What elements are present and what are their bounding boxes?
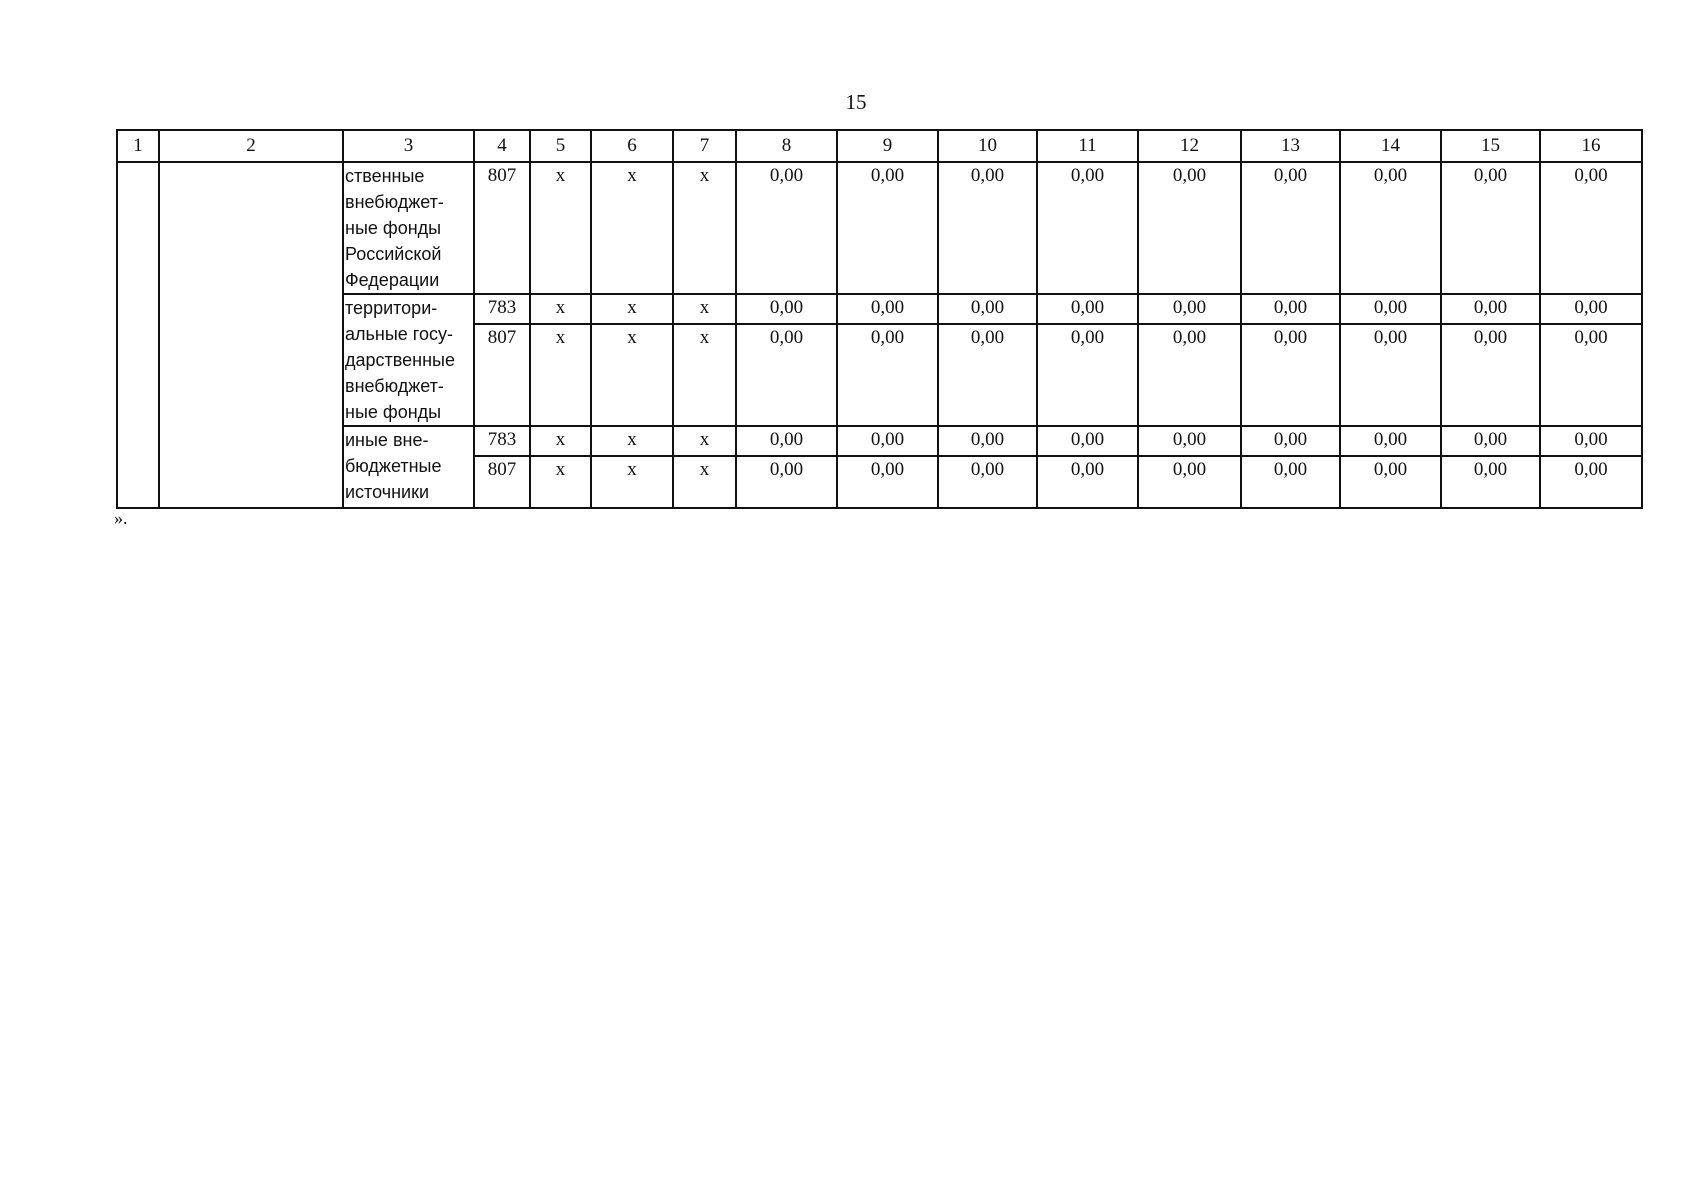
x-cell: x bbox=[673, 426, 736, 456]
value-cell: 0,00 bbox=[837, 426, 938, 456]
closing-quote-mark: ». bbox=[114, 508, 128, 528]
column-number: 7 bbox=[673, 130, 736, 162]
value-cell: 0,00 bbox=[1241, 162, 1340, 294]
table-row bbox=[117, 294, 1642, 324]
value-cell: 0,00 bbox=[938, 294, 1037, 324]
x-cell: x bbox=[530, 456, 591, 508]
value-cell: 0,00 bbox=[1037, 324, 1138, 426]
value-cell: 0,00 bbox=[1138, 426, 1241, 456]
x-cell: x bbox=[530, 426, 591, 456]
col1-cell bbox=[117, 162, 159, 508]
value-cell: 0,00 bbox=[736, 294, 837, 324]
x-cell: x bbox=[673, 456, 736, 508]
value-cell: 0,00 bbox=[1340, 456, 1441, 508]
column-number: 11 bbox=[1037, 130, 1138, 162]
value-cell: 0,00 bbox=[1540, 324, 1642, 426]
value-cell: 0,00 bbox=[1441, 324, 1540, 426]
value-cell: 0,00 bbox=[736, 162, 837, 294]
code-cell: 807 bbox=[474, 456, 530, 508]
row-description: территори- альные госу- дарственные внебюджет- ные фонды bbox=[343, 294, 474, 426]
value-cell: 0,00 bbox=[938, 456, 1037, 508]
value-cell: 0,00 bbox=[736, 324, 837, 426]
page-number: 15 bbox=[845, 90, 867, 114]
column-number: 14 bbox=[1340, 130, 1441, 162]
value-cell: 0,00 bbox=[837, 294, 938, 324]
column-number: 13 bbox=[1241, 130, 1340, 162]
value-cell: 0,00 bbox=[938, 324, 1037, 426]
table-row bbox=[117, 426, 1642, 456]
column-number: 10 bbox=[938, 130, 1037, 162]
column-number: 5 bbox=[530, 130, 591, 162]
x-cell: x bbox=[530, 162, 591, 294]
column-number: 1 bbox=[117, 130, 159, 162]
row-description: иные вне- бюджетные источники bbox=[343, 426, 474, 508]
value-cell: 0,00 bbox=[1241, 324, 1340, 426]
value-cell: 0,00 bbox=[736, 456, 837, 508]
budget-table bbox=[116, 129, 1643, 509]
x-cell: x bbox=[530, 294, 591, 324]
value-cell: 0,00 bbox=[1340, 426, 1441, 456]
x-cell: x bbox=[591, 162, 673, 294]
value-cell: 0,00 bbox=[837, 324, 938, 426]
x-cell: x bbox=[591, 426, 673, 456]
value-cell: 0,00 bbox=[837, 456, 938, 508]
value-cell: 0,00 bbox=[1037, 294, 1138, 324]
value-cell: 0,00 bbox=[1241, 294, 1340, 324]
column-number: 12 bbox=[1138, 130, 1241, 162]
x-cell: x bbox=[673, 324, 736, 426]
value-cell: 0,00 bbox=[1441, 426, 1540, 456]
value-cell: 0,00 bbox=[1138, 324, 1241, 426]
value-cell: 0,00 bbox=[1138, 162, 1241, 294]
value-cell: 0,00 bbox=[1138, 456, 1241, 508]
col2-cell bbox=[159, 162, 343, 508]
value-cell: 0,00 bbox=[1441, 162, 1540, 294]
column-number: 15 bbox=[1441, 130, 1540, 162]
code-cell: 783 bbox=[474, 294, 530, 324]
column-number: 4 bbox=[474, 130, 530, 162]
value-cell: 0,00 bbox=[1241, 426, 1340, 456]
value-cell: 0,00 bbox=[1340, 162, 1441, 294]
table-row bbox=[117, 162, 1642, 294]
x-cell: x bbox=[673, 294, 736, 324]
value-cell: 0,00 bbox=[1540, 426, 1642, 456]
value-cell: 0,00 bbox=[1037, 162, 1138, 294]
column-number: 2 bbox=[159, 130, 343, 162]
column-number: 3 bbox=[343, 130, 474, 162]
column-number: 9 bbox=[837, 130, 938, 162]
column-number-row bbox=[117, 130, 1642, 162]
value-cell: 0,00 bbox=[1037, 456, 1138, 508]
x-cell: x bbox=[673, 162, 736, 294]
x-cell: x bbox=[591, 456, 673, 508]
x-cell: x bbox=[591, 294, 673, 324]
value-cell: 0,00 bbox=[736, 426, 837, 456]
value-cell: 0,00 bbox=[1540, 294, 1642, 324]
row-description: ственные внебюджет- ные фонды Российской Федерации bbox=[343, 162, 474, 294]
value-cell: 0,00 bbox=[1540, 162, 1642, 294]
column-number: 6 bbox=[591, 130, 673, 162]
x-cell: x bbox=[530, 324, 591, 426]
value-cell: 0,00 bbox=[938, 162, 1037, 294]
value-cell: 0,00 bbox=[1540, 456, 1642, 508]
value-cell: 0,00 bbox=[837, 162, 938, 294]
value-cell: 0,00 bbox=[938, 426, 1037, 456]
code-cell: 807 bbox=[474, 162, 530, 294]
value-cell: 0,00 bbox=[1241, 456, 1340, 508]
value-cell: 0,00 bbox=[1340, 294, 1441, 324]
code-cell: 807 bbox=[474, 324, 530, 426]
value-cell: 0,00 bbox=[1441, 456, 1540, 508]
x-cell: x bbox=[591, 324, 673, 426]
value-cell: 0,00 bbox=[1441, 294, 1540, 324]
column-number: 8 bbox=[736, 130, 837, 162]
column-number: 16 bbox=[1540, 130, 1642, 162]
value-cell: 0,00 bbox=[1037, 426, 1138, 456]
value-cell: 0,00 bbox=[1340, 324, 1441, 426]
code-cell: 783 bbox=[474, 426, 530, 456]
value-cell: 0,00 bbox=[1138, 294, 1241, 324]
